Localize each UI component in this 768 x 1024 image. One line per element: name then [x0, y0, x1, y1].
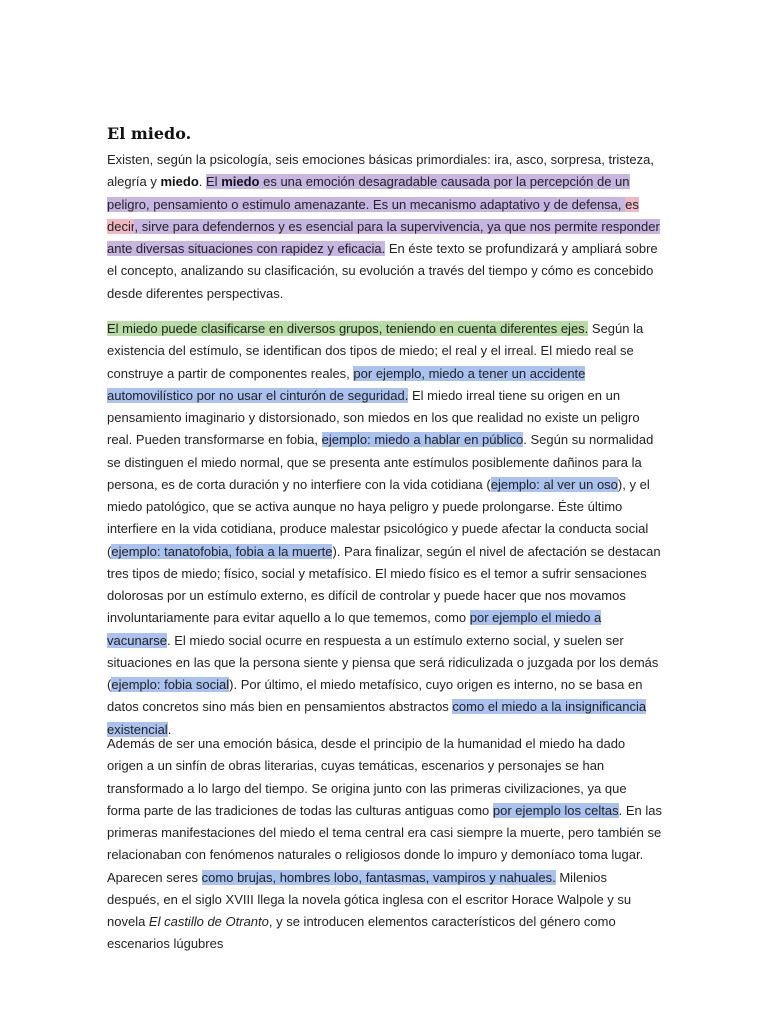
document-title: El miedo.: [107, 124, 192, 143]
highlighted-text-blue: por ejemplo, miedo a tener un accidente automovilístico por no usar el cinturón de seguridad.: [107, 365, 586, 403]
text-run: , y se introducen elementos característicos del género como escenarios lúgubres: [107, 914, 616, 952]
text-run: El miedo irreal tiene su origen en un pensamiento imaginario y distorsionado, son miedos en los que realidad no existe un peligro real. Pueden transformarse en fobia,: [107, 387, 640, 448]
highlighted-text-purple: es una emoción desagradable causada por la percepción de un peligro, pensamiento o estimulo amenazante. Es un mecanismo adaptativo y de defensa,: [107, 174, 630, 212]
text-run: . Según su normalidad se distinguen el miedo normal, que se presenta ante estímulos posiblemente dañinos para la persona, es de corta duración y no interfiere con la vida cotidiana (: [107, 432, 654, 492]
text-run: ). Para finalizar, según el nivel de afectación se destacan tres tipos de miedo; físico, social y metafísico. El miedo físico es el temor a sufrir sensaciones dolorosas por un estímulo externo, es difícil de controlar y puede hacer que nos movamos involuntariamente para evitar aquello a lo que tememos, como: [107, 543, 661, 626]
text-run: Existen, según la psicología, seis emociones básicas primordiales: ira, asco, sorpresa, tristeza, alegría y: [107, 152, 654, 190]
text-run: .: [167, 721, 172, 737]
text-run: ), y el miedo patológico, que se activa aunque no haya peligro y puede prolongarse. Éste último interfiere en la vida cotidiana, produce malestar psicológico y puede afectar la conducta social (: [107, 476, 650, 559]
paragraph-literature: [107, 733, 663, 956]
highlighted-text-blue: ejemplo: fobia social: [111, 677, 230, 692]
text-run: Milenios después, en el siglo XVIII llega la novela gótica inglesa con el escritor Horace Walpole y su novela: [107, 869, 632, 929]
highlighted-text-purple: El: [206, 174, 222, 190]
text-run: Según la existencia del estímulo, se identifican dos tipos de miedo; el real y el irreal. El miedo real se construye a partir de componentes reales,: [107, 321, 644, 381]
highlighted-text-blue: como el miedo a la insignificancia existencial: [107, 699, 647, 737]
text-run: ). Por último, el miedo metafísico, cuyo origen es interno, no se basa en datos concretos sino más bien en pensamientos abstractos: [107, 677, 643, 715]
bold-text: miedo: [160, 174, 199, 190]
paragraph-classification: [107, 318, 663, 741]
text-run: .: [198, 174, 207, 190]
highlighted-text-red: es decir: [107, 196, 639, 234]
paragraph-introduction: [107, 149, 663, 305]
highlighted-text-blue: por ejemplo el miedo a vacunarse: [107, 610, 602, 648]
text-run: Además de ser una emoción básica, desde el principio de la humanidad el miedo ha dado origen a un sinfín de obras literarias, cuyas temáticas, escenarios y personajes se han transformado a lo largo del tiempo. Se origina junto con las primeras civilizaciones, ya que forma parte de las tradiciones de todas las culturas antiguas como: [107, 736, 627, 818]
highlighted-text-green: El miedo puede clasificarse en diversos grupos, teniendo en cuenta diferentes ejes.: [107, 321, 589, 336]
text-run: . En las primeras manifestaciones del miedo el tema central era casi siempre la muerte, pero también se relacionaban con fenómenos naturales o religiosos donde lo impuro y demoníaco toma lugar. Aparecen seres: [107, 802, 662, 885]
highlighted-text-purple: , sirve para defendernos y es esencial para la supervivencia, ya que nos permite responder ante diversas situaciones con rapidez y eficacia.: [107, 218, 660, 256]
highlighted-text-blue: como brujas, hombres lobo, fantasmas, vampiros y nahuales.: [201, 869, 556, 885]
highlighted-text-blue: ejemplo: tanatofobia, fobia a la muerte: [111, 543, 333, 559]
text-run: . El miedo social ocurre en respuesta a un estímulo externo social, y suelen ser situaciones en las que la persona siente y piensa que será ridiculizada o juzgada por los demás (: [107, 632, 659, 692]
text-run: En éste texto se profundizará y ampliará sobre el concepto, analizando su clasificación, su evolución a través del tiempo y cómo es concebido desde diferentes perspectivas.: [107, 241, 658, 301]
highlighted-text-blue: por ejemplo los celtas: [492, 802, 619, 818]
highlighted-text-blue: ejemplo: al ver un oso: [490, 476, 618, 492]
highlighted-text-purple: [221, 174, 259, 189]
bold-term: miedo: [221, 174, 260, 190]
italic-text: El castillo de Otranto: [148, 914, 269, 929]
highlighted-text-blue: ejemplo: miedo a hablar en público: [321, 432, 524, 448]
